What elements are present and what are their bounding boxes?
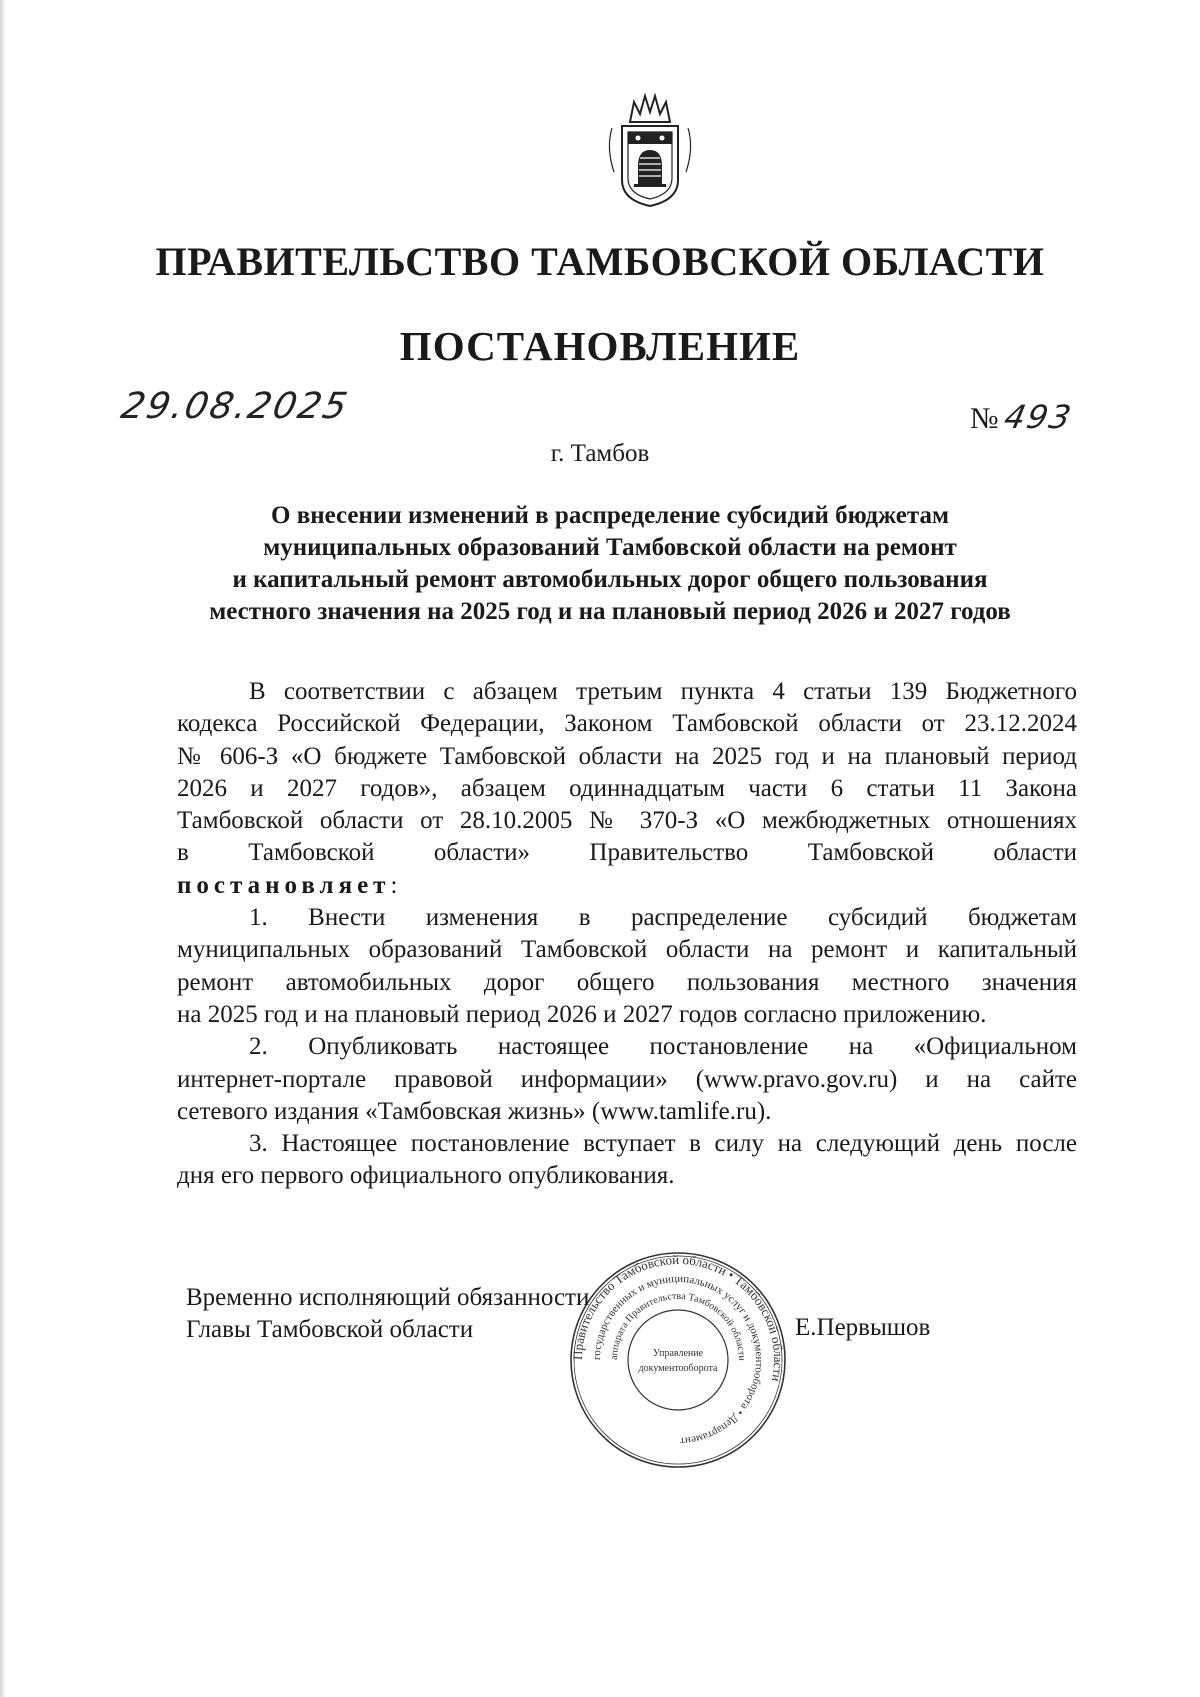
- resolves-suffix: :: [390, 871, 398, 899]
- item-2-line: сетевого издания «Тамбовская жизнь» (www.tamlife.ru).: [177, 1097, 772, 1125]
- document-date: 29.08.2025: [117, 386, 353, 427]
- stamp-inner-text: аппарата Правительства Тамбовской области: [608, 1290, 748, 1361]
- item-1-line: ремонт автомобильных дорог общего пользования местного значения: [177, 968, 1077, 996]
- preamble-line: кодекса Российской Федерации, Законом Тамбовской области от 23.12.2024: [177, 710, 1077, 738]
- preamble-line: № 606-З «О бюджете Тамбовской области на 2025 год и на плановый период: [177, 742, 1077, 770]
- item-3-line: 3. Настоящее постановление вступает в силу на следующий день после: [249, 1130, 1077, 1158]
- signer-name: Е.Первышов: [795, 1314, 931, 1341]
- resolves-word: постановляет: [177, 871, 391, 899]
- coat-of-arms-emblem-icon: [600, 88, 700, 210]
- subject-line: местного значения на 2025 год и на плановый период 2026 и 2027 годов: [209, 598, 1011, 625]
- item-3-line: дня его первого официального опубликования.: [177, 1162, 675, 1190]
- preamble-line: 2026 и 2027 годов», абзацем одиннадцатым части 6 статьи 11 Закона: [177, 774, 1077, 802]
- preamble-line: В соответствии с абзацем третьим пункта 4 статьи 139 Бюджетного: [249, 678, 1077, 705]
- item-1-line: муниципальных образований Тамбовской области на ремонт и капитальный: [177, 936, 1077, 964]
- subject-line: муниципальных образований Тамбовской области на ремонт: [263, 534, 957, 561]
- position-line: Главы Тамбовской области: [186, 1316, 474, 1343]
- document-type: ПОСТАНОВЛЕНИЕ: [399, 323, 801, 369]
- subject-line: О внесении изменений в распределение субсидий бюджетам: [271, 502, 949, 529]
- document-number-value: 493: [1000, 398, 1076, 436]
- item-2-line: интернет-портале правовой информации» (www.pravo.gov.ru) и на сайте: [177, 1065, 1077, 1093]
- stamp-center-line: Управление: [652, 1348, 704, 1359]
- stamp-center-line: документооборота: [638, 1363, 718, 1374]
- item-1-line: 1. Внести изменения в распределение субсидий бюджетам: [249, 904, 1077, 932]
- official-stamp: [568, 1250, 788, 1470]
- signature-position: [186, 1282, 589, 1346]
- subject-line: и капитальный ремонт автомобильных дорог общего пользования: [232, 566, 988, 593]
- stamp-middle-text: государственных и муниципальных услуг и документооборота • Департамент: [590, 1272, 766, 1448]
- preamble-line: Тамбовской области от 28.10.2005 № 370-З «О межбюджетных отношениях: [177, 807, 1077, 835]
- item-2-line: 2. Опубликовать настоящее постановление на «Официальном: [249, 1033, 1077, 1061]
- stamp-outer-text: Правительство Тамбовской области • Тамбовской области: [569, 1251, 787, 1383]
- position-line: Временно исполняющий обязанности: [186, 1284, 590, 1311]
- document-body: [177, 676, 1077, 1193]
- number-prefix: №: [970, 402, 999, 435]
- resolves-line: [177, 870, 1077, 902]
- preamble-line: в Тамбовской области» Правительство Тамбовской области: [177, 839, 1077, 867]
- issue-city: г. Тамбов: [550, 440, 650, 467]
- document-number: [970, 398, 1076, 436]
- item-1-line: на 2025 год и на плановый период 2026 и 2027 годов согласно приложению.: [177, 1000, 987, 1028]
- organization-title: ПРАВИТЕЛЬСТВО ТАМБОВСКОЙ ОБЛАСТИ: [155, 239, 1045, 284]
- document-subject: [150, 500, 1070, 628]
